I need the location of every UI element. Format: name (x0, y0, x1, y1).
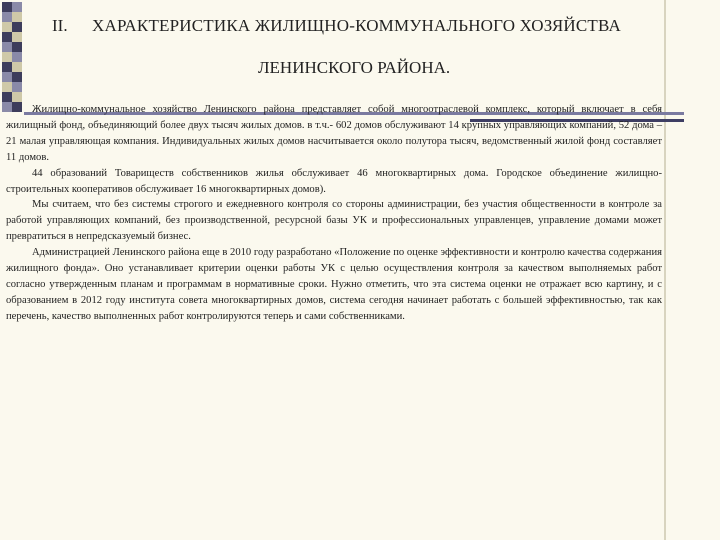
decorative-square (2, 12, 12, 22)
decorative-square (12, 22, 22, 32)
vertical-guide-line (664, 0, 666, 540)
decorative-square (2, 22, 12, 32)
decorative-square (2, 2, 12, 12)
section-number: II. (52, 16, 68, 35)
decorative-square (12, 12, 22, 22)
paragraph-3: Мы считаем, что без системы строгого и ежедневного контроля со стороны администрации, без участия общественности в контроле за работой управляющих компаний, без производственной, ресурсной базы УК и профессиональных управленцев, управление домами может превратиться в непредсказуемый бизнес. (6, 199, 662, 243)
decorative-square (2, 52, 12, 62)
decorative-square (2, 72, 12, 82)
decorative-square (12, 32, 22, 42)
paragraph-1: Жилищно-коммунальное хозяйство Ленинского района представляет собой многоотраслевой комплекс, который включает в себя жилищный фонд, объединяющий более двух тысяч жилых домов. в т.ч.- 602 домов обслуживают 14 крупных управляющих компаний, 52 дома – 21 малая управляющая компания. Индивидуальных жилых домов насчитывается около полутора тысяч, ведомственный жилой фонд составляет 11 домов. (6, 104, 662, 163)
document-body (6, 102, 662, 325)
decorative-square (12, 42, 22, 52)
decorative-square (12, 82, 22, 92)
decorative-square (2, 92, 12, 102)
decorative-square (12, 62, 22, 72)
decorative-square (12, 2, 22, 12)
decorative-square (2, 82, 12, 92)
page-title-line-1: ХАРАКТЕРИСТИКА ЖИЛИЩНО-КОММУНАЛЬНОГО ХОЗЯЙСТВА (92, 16, 621, 35)
decorative-square (12, 52, 22, 62)
page-title-line-2: ЛЕНИНСКОГО РАЙОНА. (258, 58, 451, 77)
decorative-square (2, 42, 12, 52)
decorative-square (12, 92, 22, 102)
paragraph-2: 44 образований Товариществ собственников жилья обслуживает 46 многоквартирных дома. Городское объединение жилищно-строительных кооперативов обслуживает 16 многоквартирных домов). (6, 167, 662, 195)
paragraph-4: Администрацией Ленинского района еще в 2010 году разработано «Положение по оценке эффективности и контролю качества содержания жилищного фонда». Оно устанавливает критерии оценки работы УК с целью осуществления контроля за качеством выполняемых работ согласно утвержденным планам и программам в нормативные сроки. Нужно отметить, что эта система оценки не отражает всю картину, и с образованием в 2012 году института совета многоквартирных домов, система сегодня начинает работать с большей эффективностью, так как перечень, качество выполненных работ контролируются теперь и сами собственниками. (6, 247, 662, 322)
decorative-square (12, 72, 22, 82)
decorative-square (2, 32, 12, 42)
decorative-square (2, 62, 12, 72)
